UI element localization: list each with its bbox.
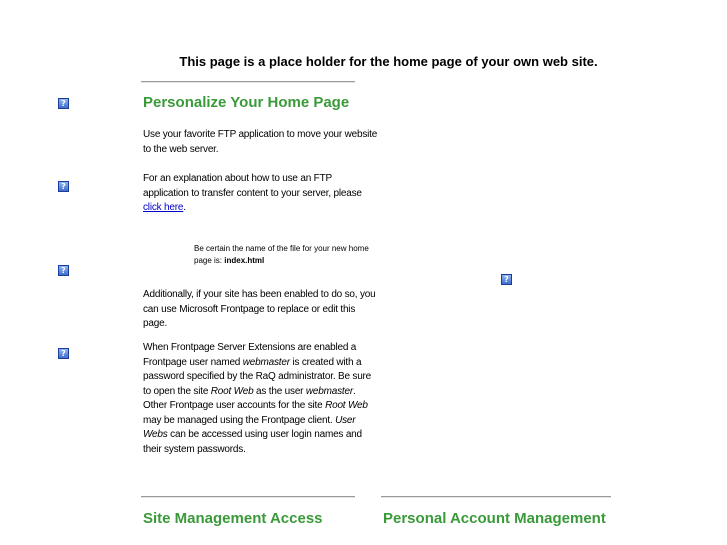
ftp-help-paragraph xyxy=(143,172,378,216)
ftp-help-text: For an explanation about how to use an FTP application to transfer content to your server, please xyxy=(143,173,362,199)
fp-italic: Root Web xyxy=(210,385,254,397)
fp-italic: Root Web xyxy=(325,400,368,411)
fp-text: as the user xyxy=(253,385,306,397)
fp-italic: webmaster xyxy=(305,385,353,397)
fp-italic: User Webs xyxy=(143,414,356,440)
fp-italic: webmaster xyxy=(242,356,290,368)
personalize-heading: Personalize Your Home Page xyxy=(143,94,350,111)
site-management-heading: Site Management Access xyxy=(143,510,323,527)
ftp-help-end: . xyxy=(183,202,186,213)
fp-text: . Other Frontpage user accounts for the site xyxy=(143,385,356,411)
help-icon[interactable]: ? xyxy=(58,348,69,359)
help-icon[interactable]: ? xyxy=(58,265,69,276)
click-here-link[interactable]: click here xyxy=(143,202,184,213)
fp-text: When Frontpage Server Extensions are enabled a Frontpage user named xyxy=(143,342,357,368)
ftp-paragraph: Use your favorite FTP application to move your website to the web server. xyxy=(143,129,378,155)
fp-text: is created with a password specified by the RaQ administrator. Be sure to open the site xyxy=(143,356,372,397)
index-file-name: index.html xyxy=(224,256,265,265)
help-icon[interactable]: ? xyxy=(58,98,69,109)
fp-text: may be managed using the Frontpage client. xyxy=(143,414,336,426)
personal-account-heading: Personal Account Management xyxy=(383,510,606,527)
section-divider xyxy=(141,81,355,83)
fp-text: can be accessed using user login names and their system passwords. xyxy=(143,429,362,455)
section-divider xyxy=(381,496,611,498)
help-icon[interactable]: ? xyxy=(501,274,512,285)
index-note-text: Be certain the name of the file for your new home page is: xyxy=(194,244,369,265)
help-icon[interactable]: ? xyxy=(58,181,69,192)
frontpage-paragraph: Additionally, if your site has been enabled to do so, you can use Microsoft Frontpage to replace or edit this page. xyxy=(143,289,376,329)
frontpage-extensions-paragraph xyxy=(143,341,378,457)
index-note xyxy=(194,243,369,267)
section-divider xyxy=(141,496,355,498)
intro-text: This page is a place holder for the home page of your own web site. xyxy=(179,54,598,69)
